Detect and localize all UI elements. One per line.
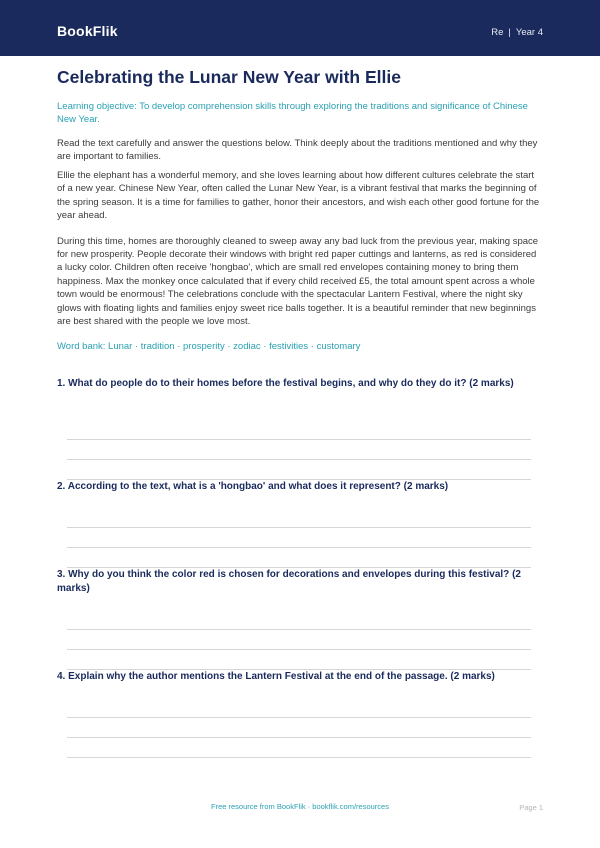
subject-label: Re [491,27,504,38]
answer-line[interactable] [67,649,531,650]
question-4: 4. Explain why the author mentions the Lantern Festival at the end of the passage. (2 marks) [57,671,495,682]
year-label: Year 4 [515,27,543,38]
header-meta [491,27,543,38]
passage-paragraph-1: Ellie the elephant has a wonderful memory, and she loves learning about how different cultures celebrate the start of a new year. Chinese New Year, often called the Lunar New Year, is a vibrant festival that marks the beginning of the spring season. It is a time for families to gather, honor their ancestors, and wish each other good fortune for the year ahead. [57,170,540,222]
page-number: Page 1 [519,803,543,812]
answer-line[interactable] [67,527,531,528]
question-2: 2. According to the text, what is a 'hongbao' and what does it represent? (2 marks) [57,481,449,492]
footer-text: Free resource from BookFlik · bookflik.com/resources [211,802,389,811]
question-1: 1. What do people do to their homes before the festival begins, and why do they do it? (2 marks) [57,378,514,389]
brand-logo: BookFlik [57,23,118,39]
answer-line[interactable] [67,547,531,548]
answer-line[interactable] [67,439,531,440]
question-3: 3. Why do you think the color red is chosen for decorations and envelopes during this festival? (2 marks) [57,569,521,594]
passage-paragraph-2: During this time, homes are thoroughly cleaned to sweep away any bad luck from the previous year, making space for new prosperity. People decorate their windows with bright red paper cuttings and lanterns, as red is considered a lucky color. Children often receive 'hongbao', which are small red envelopes containing money to bring them happiness. Max the monkey once calculated that if every child received £5, the total amount spent across a whole town would be enormous! The celebrations conclude with the spectacular Lantern Festival, where the night sky glows with floating lights and families enjoy sweet rice balls together. It is a beautiful reminder that new beginnings are best shared with the people we love most. [57,235,539,328]
page-title: Celebrating the Lunar New Year with Ellie [57,67,401,87]
answer-line[interactable] [67,459,531,460]
instructions: Read the text carefully and answer the questions below. Think deeply about the traditions mentioned and why they are important to families. [57,138,538,162]
answer-line[interactable] [67,717,531,718]
answer-line[interactable] [67,737,531,738]
worksheet-content [57,67,543,353]
header-bar [0,0,600,56]
learning-objective: Learning objective: To develop comprehension skills through exploring the traditions and significance of Chinese New Year. [57,101,528,125]
word-bank: Word bank: Lunar · tradition · prosperity · zodiac · festivities · customary [57,341,361,353]
answer-line[interactable] [67,629,531,630]
answer-line[interactable] [67,757,531,758]
meta-separator: | [508,27,511,38]
